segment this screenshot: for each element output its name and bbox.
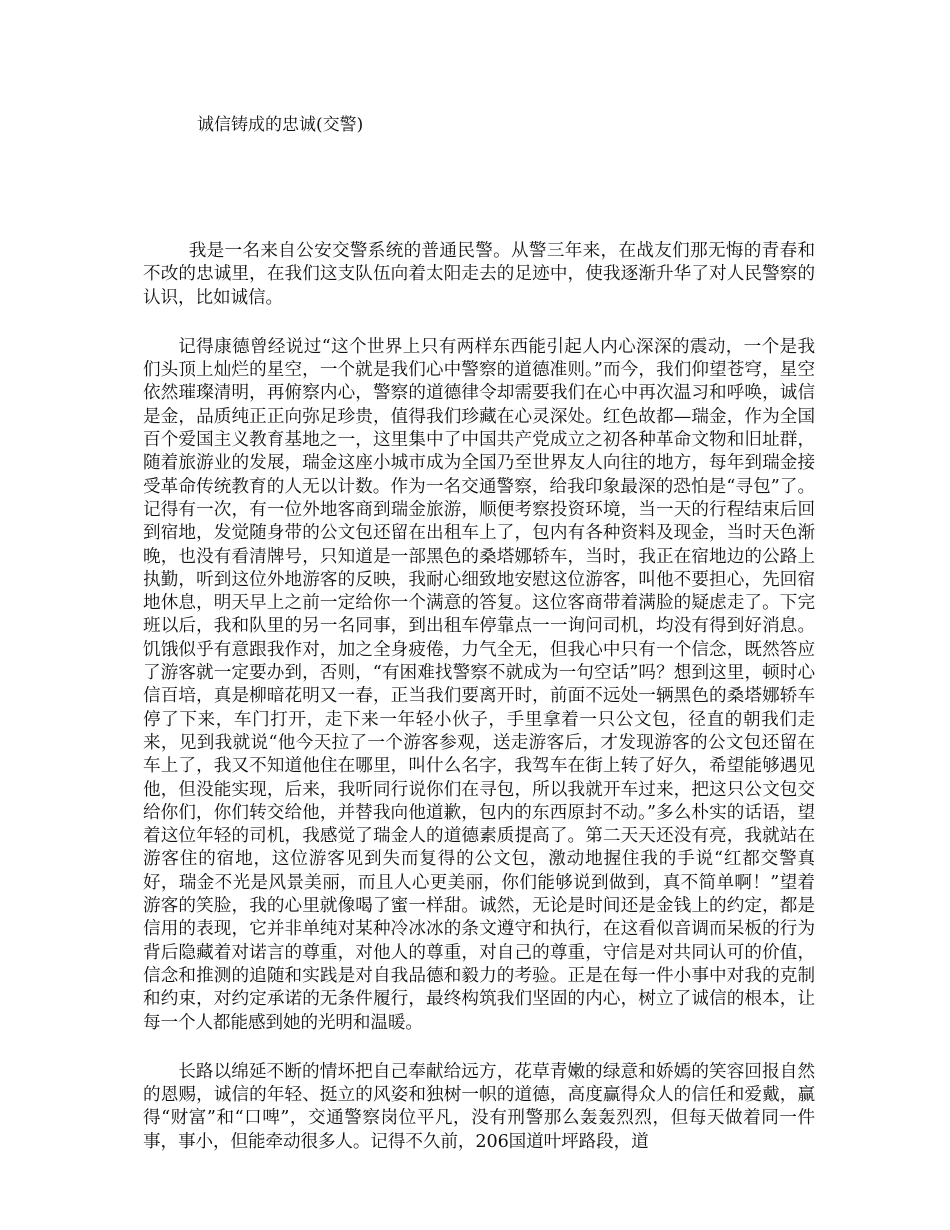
document-body bbox=[143, 240, 815, 1180]
document-title: 诚信铸成的忠诚(交警) bbox=[197, 115, 364, 135]
paragraph-road: 长路以绵延不断的情坏把自己奉献给远方，花草青嫩的绿意和娇嫣的笑容回报自然的恩赐，诚信的年轻、挺立的风姿和独树一帜的道德，高度赢得众人的信任和爱戴，赢得“财富”和“口啤”，交通警察岗位平凡，没有刑警那么轰轰烈烈，但每天做着同一件事，事小，但能牵动很多人。记得不久前，206国道叶坪路段，道 bbox=[143, 1061, 815, 1152]
paragraph-story: 记得康德曾经说过“这个世界上只有两样东西能引起人内心深深的震动，一个是我们头顶上灿烂的星空，一个就是我们心中警察的道德准则。”而今，我们仰望苍穹，星空依然璀璨清明，再俯察内心，警察的道德律令却需要我们在心中再次温习和呼唤，诚信是金，品质纯正正向弥足珍贵，值得我们珍藏在心灵深处。红色故都—瑞金，作为全国百个爱国主义教育基地之一，这里集中了中国共产党成立之初各种革命文物和旧址群，随着旅游业的发展，瑞金这座小城市成为全国乃至世界友人向往的地方，每年到瑞金接受革命传统教育的人无以计数。作为一名交通警察，给我印象最深的恐怕是“寻包”了。记得有一次，有一位外地客商到瑞金旅游，顺便考察投资环境，当一天的行程结束后回到宿地，发觉随身带的公文包还留在出租车上了，包内有各种资料及现金，当时天色渐晚，也没有看清牌号，只知道是一部黑色的桑塔娜轿车，当时，我正在宿地边的公路上执勤，听到这位外地游客的反映，我耐心细致地安慰这位游客，叫他不要担心，先回宿地休息，明天早上之前一定给你一个满意的答复。这位客商带着满脸的疑虑走了。下完班以后，我和队里的另一名同事，到出租车停靠点一一询问司机，均没有得到好消息。饥饿似乎有意跟我作对，加之全身疲倦，力气全无，但我心中只有一个信念，既然答应了游客就一定要办到，否则，“有困难找警察不就成为一句空话”吗？想到这里，顿时心信百培，真是柳暗花明又一春，正当我们要离开时，前面不远处一辆黑色的桑塔娜轿车停了下来，车门打开，走下来一年轻小伙子，手里拿着一只公文包，径直的朝我们走来，见到我就说“他今天拉了一个游客参观，送走游客后，才发现游客的公文包还留在车上了，我又不知道他住在哪里，叫什么名字，我驾车在街上转了好久，希望能够遇见他，但没能实现，后来，我听同行说你们在寻包，所以我就开车过来，把这只公文包交给你们，你们转交给他，并替我向他道歉，包内的东西原封不动。”多么朴实的话语，望着这位年轻的司机，我感觉了瑞金人的道德素质提高了。第二天天还没有亮，我就站在游客住的宿地，这位游客见到失而复得的公文包，激动地握住我的手说“红都交警真好，瑞金不光是风景美丽，而且人心更美丽，你们能够说到做到，真不简单啊！”望着游客的笑脸，我的心里就像喝了蜜一样甜。诚然，无论是时间还是金钱上的约定，都是信用的表现，它并非单纯对某种冷冰冰的条文遵守和执行，在这看似音调而呆板的行为背后隐藏着对诺言的尊重，对他人的尊重，对自己的尊重，守信是对共同认可的价值，信念和推测的追随和实践是对自我品德和毅力的考验。正是在每一件小事中对我的克制和约束，对约定承诺的无条件履行，最终构筑我们坚固的内心，树立了诚信的根本，让每一个人都能感到她的光明和温暖。 bbox=[143, 336, 815, 1033]
paragraph-intro: 我是一名来自公安交警系统的普通民警。从警三年来，在战友们那无悔的青春和不改的忠诚里，在我们这支队伍向着太阳走去的足迹中，使我逐渐升华了对人民警察的认识，比如诚信。 bbox=[143, 241, 815, 308]
